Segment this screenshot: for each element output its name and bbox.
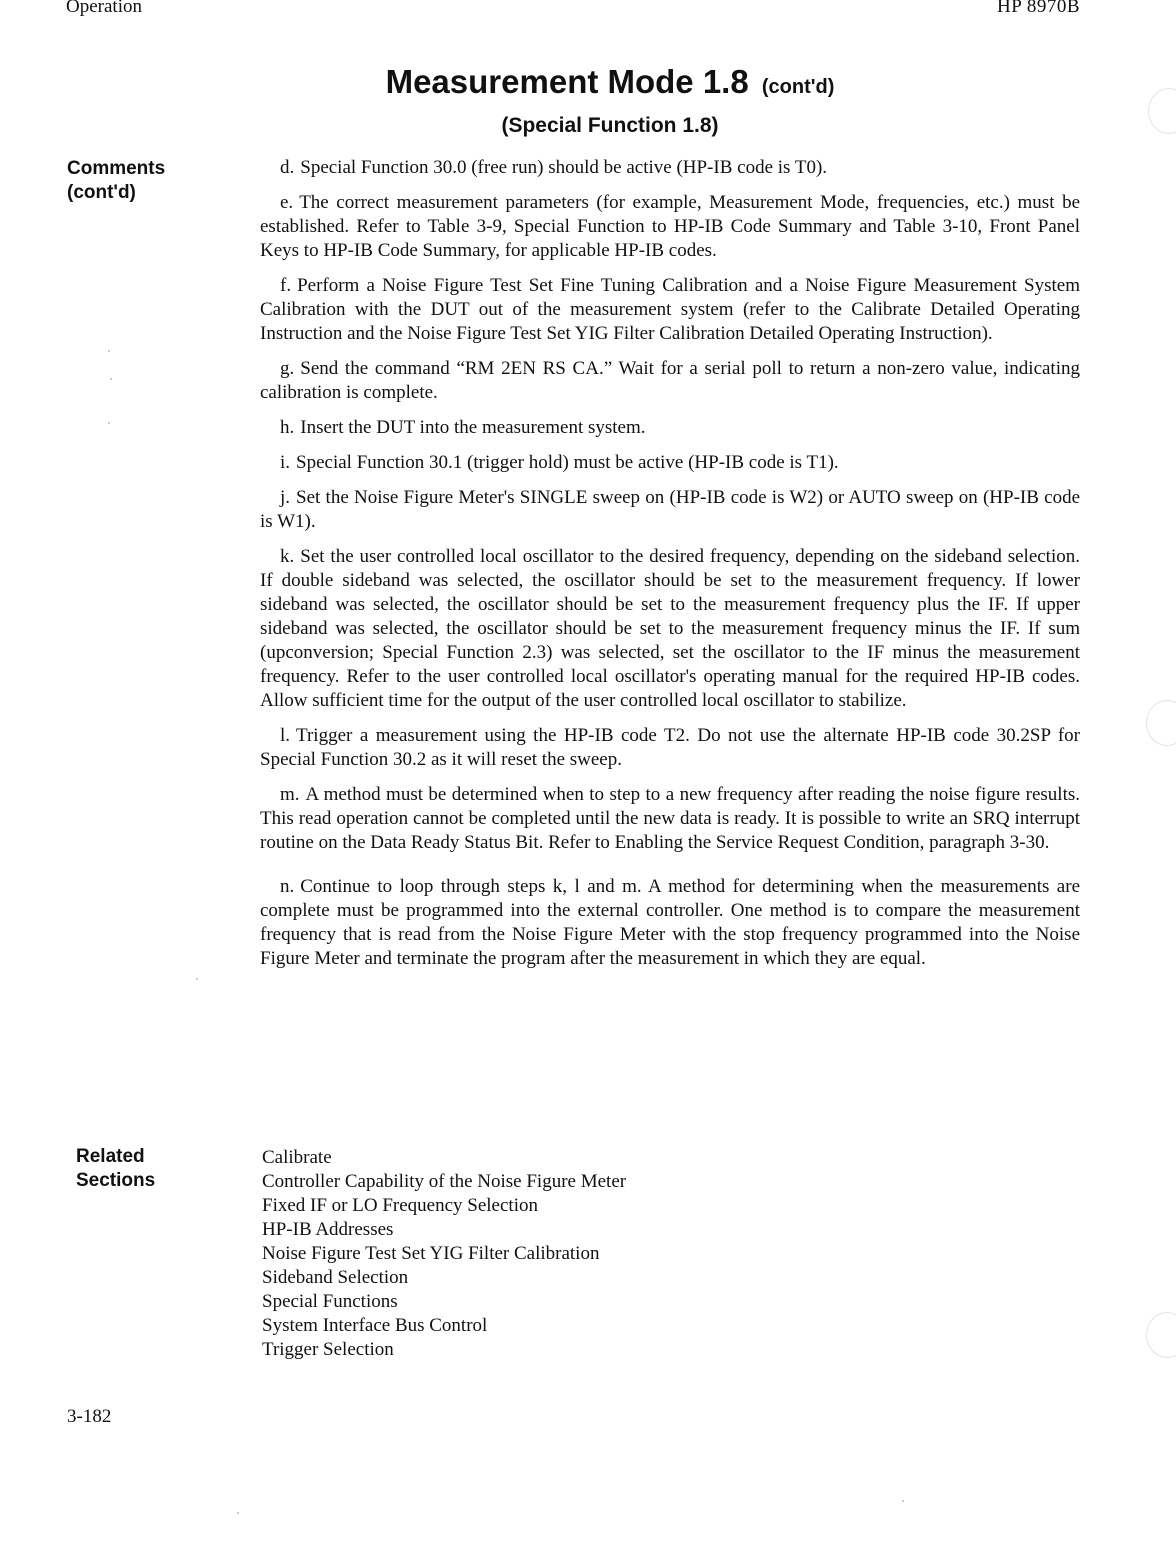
scan-speck [237,1512,239,1514]
page-subtitle: (Special Function 1.8) [501,114,719,137]
related-item-sideband-selection: Sideband Selection [262,1267,409,1288]
related-item-trigger-selection: Trigger Selection [262,1339,394,1360]
page-number: 3-182 [67,1406,112,1427]
binder-hole-middle [1146,700,1176,746]
title-main-text: Measurement Mode 1.8 [385,63,749,100]
comments-steps [260,156,1080,982]
step-text: Special Function 30.0 (free run) should be active (HP-IB code is T0). [300,157,828,178]
step-letter: n. [280,876,295,897]
step-e [260,191,1080,263]
binder-hole-bottom [1146,1312,1176,1358]
step-n [260,875,1080,971]
scan-speck [902,1500,904,1502]
step-i [260,451,1080,475]
step-text: Perform a Noise Figure Test Set Fine Tuning Calibration and a Noise Figure Measurement System Calibration with the DUT out of the measurement system (refer to the Calibrate Detailed Operating Instruction and the Noise Figure Test Set YIG Filter Calibration Detailed Operating Instruction). [260,275,1080,344]
related-item-hpib-addresses: HP-IB Addresses [262,1219,394,1240]
step-letter: f. [280,275,292,296]
header-section-label: Operation [66,0,142,17]
page-title [0,60,1176,109]
step-text: Set the user controlled local oscillator to the desired frequency, depending on the sideband selection. If double sideband was selected, the oscillator should be set to the measurement frequency. If lower sideband was selected, the oscillator should be set to the measurement frequency plus the IF. If upper sideband was selected, the oscillator should be set to the measurement frequency minus the IF. If sum (upconversion; Special Function 2.3) was selected, set the oscillator to the IF minus the measurement frequency. Refer to the user controlled local oscillator's operating manual for the required HP-IB codes. Allow sufficient time for the output of the user controlled local oscillator to stabilize. [260,546,1080,711]
step-text: Special Function 30.1 (trigger hold) must be active (HP-IB code is T1). [296,452,839,473]
step-letter: j. [280,487,291,508]
related-item-calibrate: Calibrate [262,1147,332,1168]
step-letter: m. [280,784,300,805]
comments-label-line2: (cont'd) [67,182,136,203]
step-letter: i. [280,452,291,473]
step-h [260,416,1080,440]
step-text: Insert the DUT into the measurement system. [300,417,646,438]
step-letter: l. [280,725,291,746]
related-item-fixed-if-lo: Fixed IF or LO Frequency Selection [262,1195,538,1216]
related-item-controller-capability: Controller Capability of the Noise Figure Meter [262,1171,627,1192]
step-letter: h. [280,417,295,438]
related-item-special-functions: Special Functions [262,1291,398,1312]
step-text: Trigger a measurement using the HP-IB code T2. Do not use the alternate HP-IB code 30.2SP for Special Function 30.2 as it will reset the sweep. [260,725,1080,770]
step-text: Set the Noise Figure Meter's SINGLE sweep on (HP-IB code is W2) or AUTO sweep on (HP-IB code is W1). [260,487,1080,532]
related-item-system-interface-bus: System Interface Bus Control [262,1315,488,1336]
step-f [260,274,1080,346]
scan-speck [108,350,110,352]
scan-speck [110,378,112,380]
related-label-line2: Sections [76,1170,156,1191]
step-m [260,783,1080,855]
scan-speck [196,978,198,980]
step-k [260,545,1080,713]
step-letter: k. [280,546,295,567]
step-letter: e. [280,192,294,213]
step-letter: d. [280,157,295,178]
related-sections-side-label [76,1145,155,1193]
step-g [260,357,1080,405]
step-l [260,724,1080,772]
related-item-yig-filter-calibration: Noise Figure Test Set YIG Filter Calibration [262,1243,600,1264]
step-text: Send the command “RM 2EN RS CA.” Wait for a serial poll to return a non-zero value, indicating calibration is complete. [260,358,1080,403]
step-d [260,156,1080,180]
related-sections-list [262,1146,626,1362]
scan-speck [108,422,110,424]
related-label-line1: Related [76,1146,145,1167]
header-model-number: HP 8970B [996,0,1080,17]
step-text: Continue to loop through steps k, l and m. A method for determining when the measurements are complete must be programmed into the external controller. One method is to compare the measurement frequency that is read from the Noise Figure Meter with the stop frequency programmed into the Noise Figure Meter and terminate the program after the measurement in which they are equal. [260,876,1080,969]
comments-label-line1: Comments [67,158,166,179]
step-j [260,486,1080,534]
step-text: A method must be determined when to step to a new frequency after reading the noise figure results. This read operation cannot be completed until the new data is ready. It is possible to write an SRQ interrupt routine on the Data Ready Status Bit. Refer to Enabling the Service Request Condition, paragraph 3-30. [260,784,1080,853]
title-suffix: (cont'd) [761,76,835,98]
comments-side-label [67,157,165,205]
step-letter: g. [280,358,295,379]
step-text: The correct measurement parameters (for example, Measurement Mode, frequencies, etc.) must be established. Refer to Table 3-9, Special Function to HP-IB Code Summary and Table 3-10, Front Panel Keys to HP-IB Code Summary, for applicable HP-IB codes. [260,192,1080,261]
page-title-block [0,60,1176,141]
